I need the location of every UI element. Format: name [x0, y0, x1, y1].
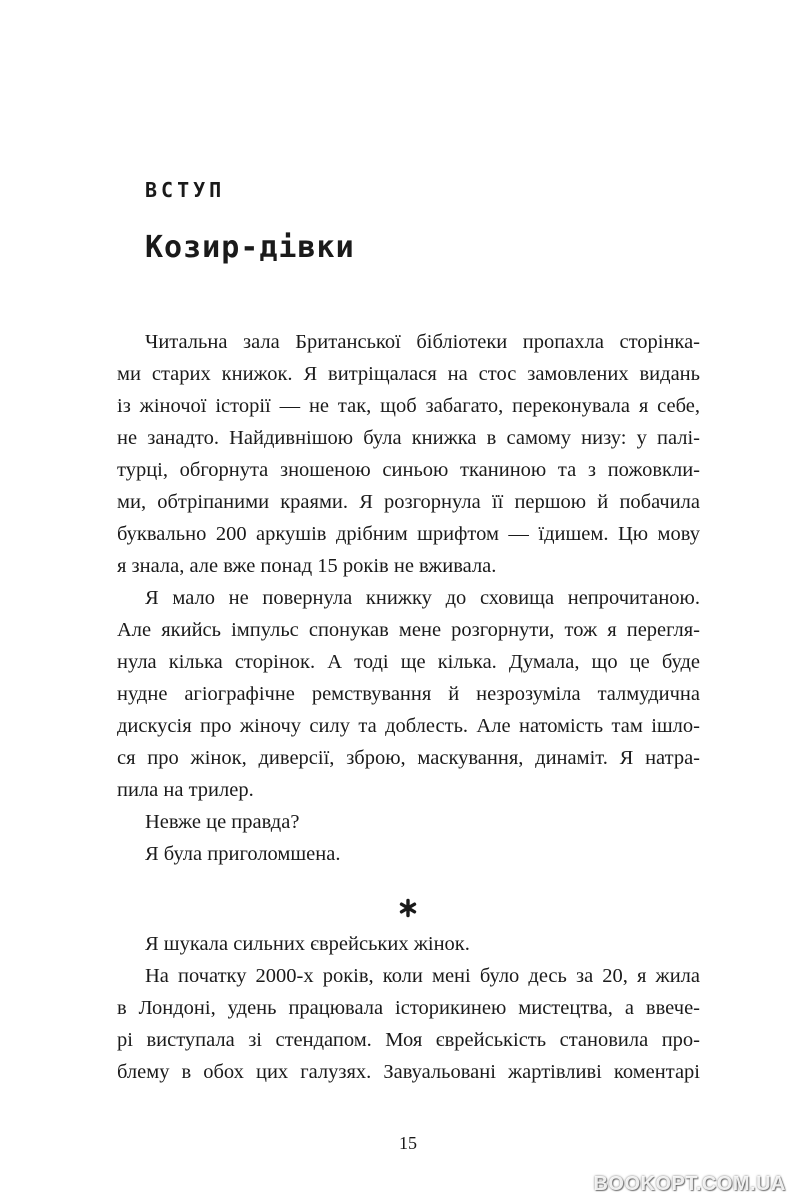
text-line: буквально 200 аркушів дрібним шрифтом — їдишем. Цю мову — [117, 523, 700, 545]
section-divider-icon — [398, 898, 418, 918]
text-line: рі виступала зі стендапом. Моя єврейськість становила про- — [117, 1029, 700, 1051]
text-line: не занадто. Найдивнішою була книжка в самому низу: у палі- — [117, 427, 700, 449]
text-line: дискусія про жіночу силу та доблесть. Але натомість там ішло- — [117, 715, 700, 737]
watermark: BOOKOPT.COM.UA — [593, 1173, 786, 1195]
section-label: ВСТУП — [145, 178, 226, 202]
text-line: турці, обгорнута зношеною синьою тканиною та з пожовкли- — [117, 459, 700, 481]
text-line: Але якийсь імпульс спонукав мене розгорнути, тож я перегля- — [117, 619, 700, 641]
text-line: в Лондоні, удень працювала історикинею мистецтва, а ввече- — [117, 997, 700, 1019]
text-line: пила на трилер. — [117, 779, 254, 801]
text-line: я знала, але вже понад 15 років не вживала. — [117, 555, 497, 577]
text-line: Читальна зала Британської бібліотеки пропахла сторінка- — [145, 331, 700, 353]
text-line: із жіночої історії — не так, щоб забагато, переконувала я себе, — [117, 395, 700, 417]
text-line: ми старих книжок. Я витріщалася на стос замовлених видань — [117, 363, 700, 385]
text-line: ми, обтріпаними краями. Я розгорнула її першою й побачила — [117, 491, 700, 513]
text-line: Я була приголомшена. — [145, 843, 341, 865]
text-line: блему в обох цих галузях. Завуальовані жартівливі коментарі — [117, 1061, 700, 1083]
chapter-title: Козир-дівки — [145, 230, 355, 265]
text-line: нудне агіографічне ремствування й незрозуміла талмудична — [117, 683, 700, 705]
text-line: Невже це правда? — [145, 811, 300, 833]
text-line: Я мало не повернула книжку до сховища непрочитаною. — [145, 587, 700, 609]
page-number: 15 — [399, 1133, 417, 1153]
text-line: На початку 2000-х років, коли мені було десь за 20, я жила — [145, 965, 700, 987]
text-line: ся про жінок, диверсії, зброю, маскування, динаміт. Я натра- — [117, 747, 700, 769]
text-line: Я шукала сильних єврейських жінок. — [145, 933, 470, 955]
text-line: нула кілька сторінок. А тоді ще кілька. Думала, що це буде — [117, 651, 700, 673]
